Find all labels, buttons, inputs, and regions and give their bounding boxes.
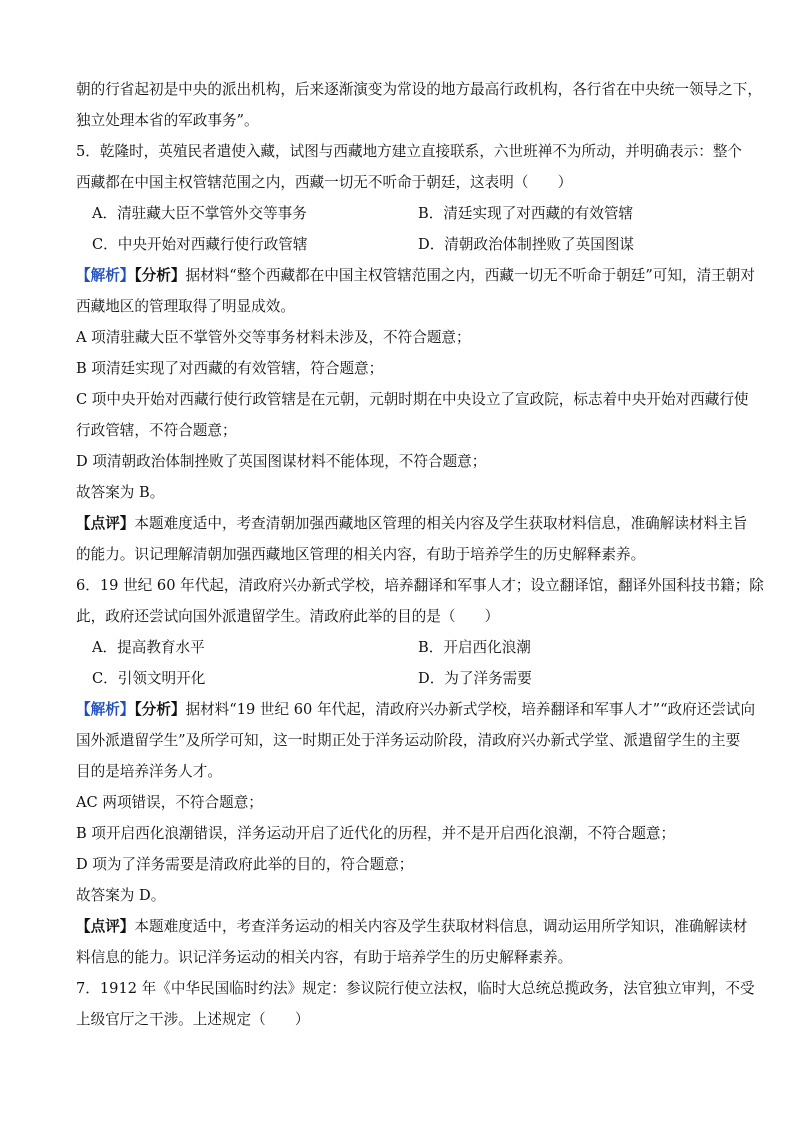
q6-option-c: C．引领文明开化 bbox=[92, 670, 206, 687]
text-line: 故答案为 D。 bbox=[76, 887, 166, 904]
q6-option-d: D．为了洋务需要 bbox=[418, 670, 532, 687]
analysis-label: 【分析】 bbox=[134, 701, 186, 718]
question-7-stem: 7．1912 年《中华民国临时约法》规定：参议院行使立法权，临时大总统总揽政务，法官独立审判，不受 bbox=[76, 980, 755, 997]
text-line: C 项中央开始对西藏行使行政管辖是在元朝，元朝时期在中央设立了宣政院，标志着中央开始对西藏行使 bbox=[76, 391, 749, 408]
analysis-text: 据材料“19 世纪 60 年代起，清政府兴办新式学校，培养翻译和军事人才”“政府还尝试向 bbox=[185, 701, 756, 718]
q5-comment bbox=[76, 508, 748, 539]
text-line: D 项为了洋务需要是清政府此举的目的，符合题意； bbox=[76, 856, 414, 873]
text-line: 独立处理本省的军政事务”。 bbox=[76, 112, 259, 129]
question-6-stem: 6．19 世纪 60 年代起，清政府兴办新式学校，培养翻译和军事人才；设立翻译馆，翻译外国科技书籍；除 bbox=[76, 577, 764, 594]
text-line: 国外派遣留学生”及所学可知，这一时期正处于洋务运动阶段，清政府兴办新式学堂、派遣留学生的主要 bbox=[76, 732, 741, 749]
text-line: AC 两项错误，不符合题意； bbox=[76, 794, 263, 811]
q5-option-a: A．清驻藏大臣不掌管外交等事务 bbox=[92, 205, 307, 222]
comment-label: 【点评】 bbox=[76, 515, 135, 532]
question-6-stem: 此，政府还尝试向国外派遣留学生。清政府此举的目的是（ ） bbox=[76, 608, 500, 625]
text-line: 行政管辖，不符合题意； bbox=[76, 422, 237, 439]
q5-analysis bbox=[76, 260, 755, 291]
q6-option-a: A．提高教育水平 bbox=[92, 639, 205, 656]
text-line: 故答案为 B。 bbox=[76, 484, 165, 501]
q6-comment bbox=[76, 911, 748, 942]
analysis-tag: 【解析】 bbox=[76, 701, 135, 718]
q5-option-b: B．清廷实现了对西藏的有效管辖 bbox=[418, 205, 634, 222]
q6-analysis bbox=[76, 694, 756, 725]
analysis-label: 【分析】 bbox=[134, 267, 186, 284]
q6-option-b: B．开启西化浪潮 bbox=[418, 639, 531, 656]
question-5-stem: 5．乾隆时，英殖民者遣使入藏，试图与西藏地方建立直接联系，六世班禅不为所动，并明确表示：整个 bbox=[76, 143, 743, 160]
text-line: 料信息的能力。识记洋务运动的相关内容，有助于培养学生的历史解释素养。 bbox=[76, 949, 573, 966]
q5-option-d: D．清朝政治体制挫败了英国图谋 bbox=[418, 236, 635, 253]
analysis-tag: 【解析】 bbox=[76, 267, 135, 284]
comment-text: 本题难度适中，考查清朝加强西藏地区管理的相关内容及学生获取材料信息，准确解读材料主旨 bbox=[134, 515, 748, 532]
text-line: 朝的行省起初是中央的派出机构，后来逐渐演变为常设的地方最高行政机构，各行省在中央统一领导之下， bbox=[76, 81, 762, 98]
text-line: B 项清廷实现了对西藏的有效管辖，符合题意； bbox=[76, 360, 384, 377]
comment-label: 【点评】 bbox=[76, 918, 135, 935]
text-line: B 项开启西化浪潮错误，洋务运动开启了近代化的历程，并不是开启西化浪潮，不符合题意； bbox=[76, 825, 676, 842]
comment-text: 本题难度适中，考查洋务运动的相关内容及学生获取材料信息，调动运用所学知识，准确解读材 bbox=[134, 918, 748, 935]
text-line: 的能力。识记理解清朝加强西藏地区管理的相关内容，有助于培养学生的历史解释素养。 bbox=[76, 546, 646, 563]
q5-option-c: C．中央开始对西藏行使行政管辖 bbox=[92, 236, 308, 253]
text-line: D 项清朝政治体制挫败了英国图谋材料不能体现，不符合题意； bbox=[76, 453, 487, 470]
text-line: 目的是培养洋务人才。 bbox=[76, 763, 222, 780]
question-7-stem: 上级官厅之干涉。上述规定（ ） bbox=[76, 1011, 310, 1028]
analysis-text: 据材料“整个西藏都在中国主权管辖范围之内，西藏一切无不听命于朝廷”可知，清王朝对 bbox=[185, 267, 755, 284]
question-5-stem: 西藏都在中国主权管辖范围之内，西藏一切无不听命于朝廷，这表明（ ） bbox=[76, 174, 573, 191]
text-line: 西藏地区的管理取得了明显成效。 bbox=[76, 298, 295, 315]
text-line: A 项清驻藏大臣不掌管外交等事务材料未涉及，不符合题意； bbox=[76, 329, 471, 346]
